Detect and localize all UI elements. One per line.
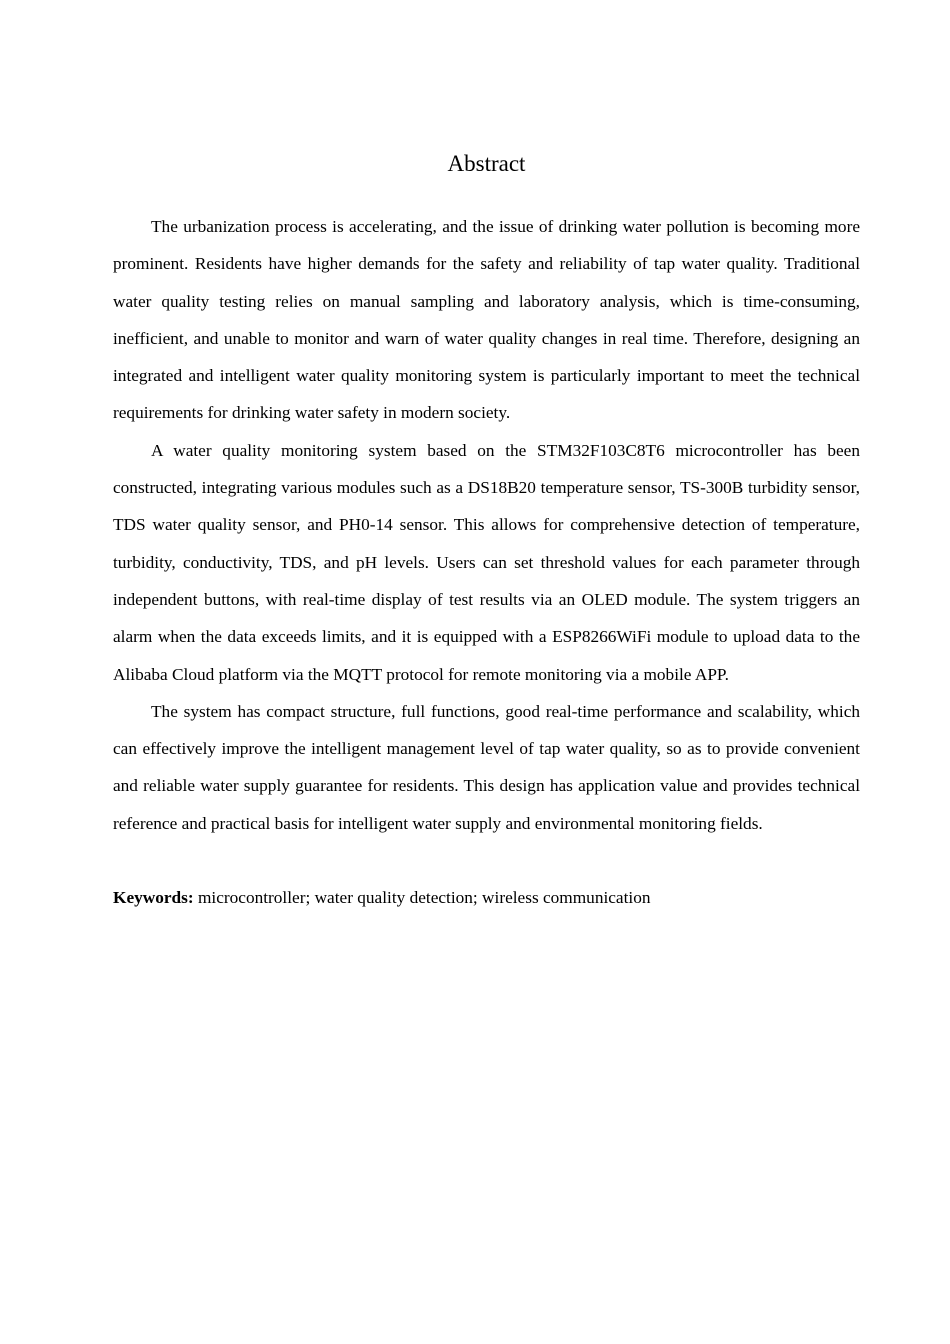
keywords-text: microcontroller; water quality detection; wireless communication [193, 888, 651, 908]
abstract-title: Abstract [447, 151, 526, 176]
abstract-paragraph-3: The system has compact structure, full functions, good real-time performance and scalability, which can effectively improve the intelligent management level of tap water quality, so as to provide convenient and reliable water supply guarantee for residents. This design has application value and provides technical reference and practical basis for intelligent water supply and environmental monitoring fields. [113, 701, 860, 833]
keywords-line [113, 879, 860, 916]
document-page [113, 148, 860, 916]
abstract-paragraph-2: A water quality monitoring system based on the STM32F103C8T6 microcontroller has been constructed, integrating various modules such as a DS18B20 temperature sensor, TS-300B turbidity sensor, TDS water quality sensor, and PH0-14 sensor. This allows for comprehensive detection of temperature, turbidity, conductivity, TDS, and pH levels. Users can set threshold values for each parameter through independent buttons, with real-time display of test results via an OLED module. The system triggers an alarm when the data exceeds limits, and it is equipped with a ESP8266WiFi module to upload data to the Alibaba Cloud platform via the MQTT protocol for remote monitoring via a mobile APP. [113, 440, 860, 684]
keywords-label: Keywords: [113, 888, 194, 908]
abstract-paragraph-1: The urbanization process is accelerating, and the issue of drinking water pollution is becoming more prominent. Residents have higher demands for the safety and reliability of tap water quality. Traditional water quality testing relies on manual sampling and laboratory analysis, which is time-consuming, inefficient, and unable to monitor and warn of water quality changes in real time. Therefore, designing an integrated and intelligent water quality monitoring system is particularly important to meet the technical requirements for drinking water safety in modern society. [113, 217, 860, 423]
